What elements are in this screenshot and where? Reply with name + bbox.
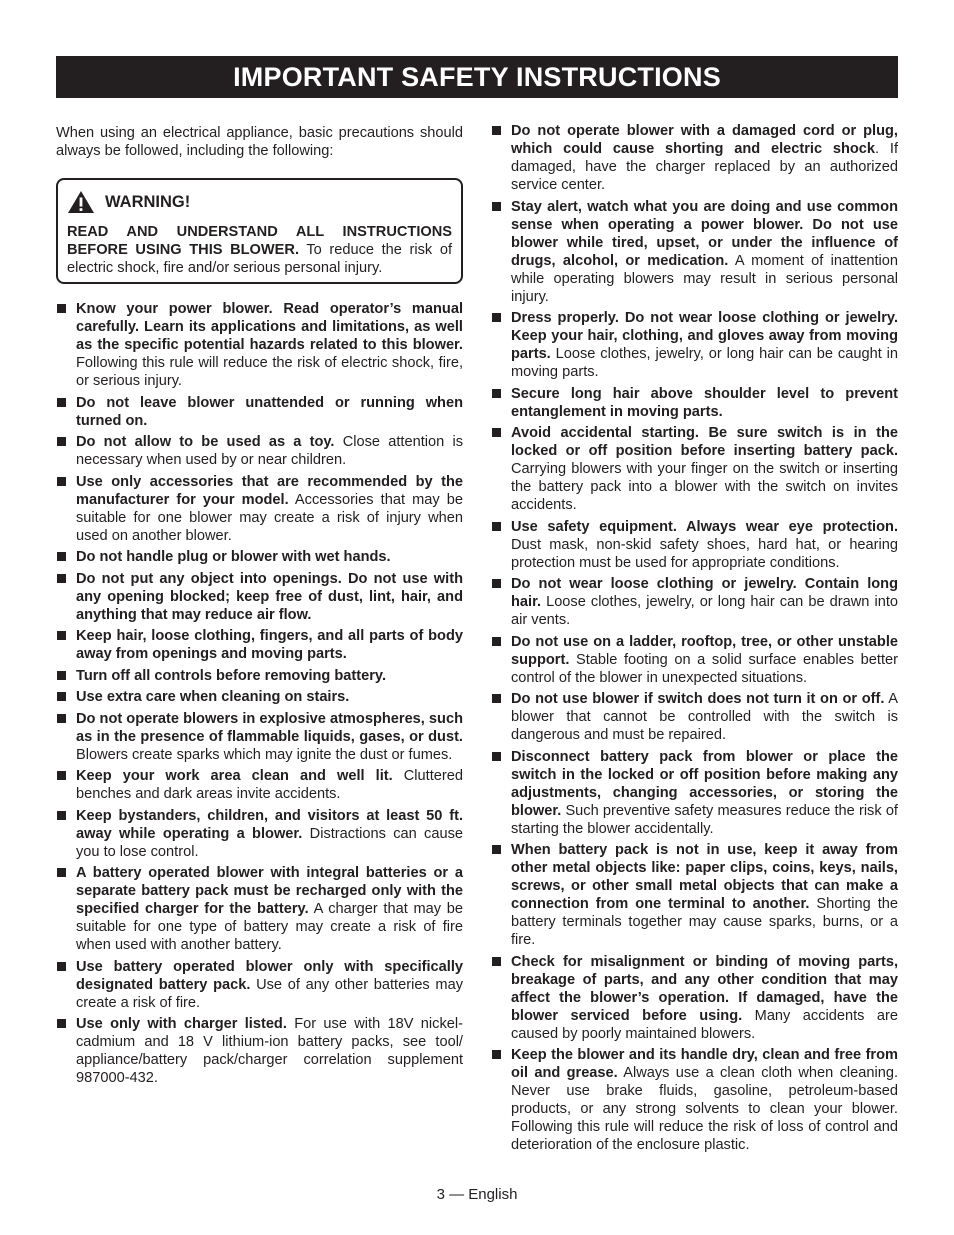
intro-paragraph: When using an electrical appliance, basic precautions should always be followed, including the following: <box>56 125 463 159</box>
safety-item-text: Many accidents are caused by poorly maintained blowers. <box>511 1007 898 1042</box>
safety-item-bold: Secure long hair above shoulder level to prevent entanglement in moving parts. <box>511 385 898 420</box>
safety-item-text: A blower that cannot be controlled with the switch is dangerous and must be repaired. <box>511 691 899 743</box>
square-bullet-icon <box>492 126 501 135</box>
square-bullet-icon <box>57 771 66 780</box>
safety-item-bold: Do not operate blower with a damaged cord or plug, which could cause shorting and electric shock <box>511 123 898 157</box>
safety-item <box>56 473 463 545</box>
safety-item-bold: Dress properly. Do not wear loose clothing or jewelry. Keep your hair, clothing, and gloves away from moving parts. <box>511 310 898 362</box>
safety-item-bold: Use only accessories that are recommended by the manufacturer for your model. <box>76 473 463 508</box>
warning-box <box>56 178 463 284</box>
safety-item-text: Loose clothes, jewelry, or long hair can be caught in moving parts. <box>511 346 898 380</box>
safety-item-text: Dust mask, non-skid safety shoes, hard hat, or hearing protection must be used for appropriate conditions. <box>511 536 898 571</box>
safety-item-bold: When battery pack is not in use, keep it away from other metal objects like: paper clips, coins, keys, nails, screws, or other small metal objects that can make a connection from one terminal to another. <box>511 842 898 912</box>
square-bullet-icon <box>492 752 501 761</box>
safety-item-bold: Keep the blower and its handle dry, clean and free from oil and grease. <box>511 1047 898 1081</box>
safety-item-bold: Use battery operated blower only with specifically designated battery pack. <box>76 958 463 993</box>
safety-item-text: Following this rule will reduce the risk of electric shock, fire, or serious injury. <box>76 355 463 389</box>
safety-item-text: Carrying blowers with your finger on the switch or inserting the battery pack into a blower with the switch on invites accidents. <box>511 461 898 513</box>
square-bullet-icon <box>492 957 501 966</box>
safety-item <box>491 575 898 629</box>
safety-item <box>56 1015 463 1087</box>
square-bullet-icon <box>492 1050 501 1059</box>
safety-item <box>56 394 463 430</box>
safety-item-bold: Turn off all controls before removing battery. <box>76 667 387 684</box>
safety-item-text: A charger that may be suitable for one type of battery may create a risk of fire when used with another battery. <box>76 901 463 953</box>
safety-item-bold: Keep bystanders, children, and visitors at least 50 ft. away while operating a blower. <box>76 807 463 842</box>
safety-item-text: Accessories that may be suitable for one blower may create a risk of injury when used on another blower. <box>76 491 463 544</box>
safety-item <box>491 385 898 421</box>
safety-item <box>56 958 463 1012</box>
safety-item <box>56 864 463 954</box>
safety-item-text: Use of any other batteries may create a risk of fire. <box>76 976 463 1011</box>
safety-item-text: Always use a clean cloth when cleaning. Never use brake fluids, gasoline, petroleum-based products, or any strong solvents to clean your blower. Following this rule will reduce the risk of loss of control and deterioration of the enclosure plastic. <box>511 1065 898 1153</box>
square-bullet-icon <box>492 522 501 531</box>
safety-item <box>56 688 463 706</box>
square-bullet-icon <box>492 845 501 854</box>
safety-item <box>491 198 898 306</box>
safety-item-text: Such preventive safety measures reduce the risk of starting the blower accidentally. <box>511 802 898 837</box>
safety-item <box>491 841 898 949</box>
square-bullet-icon <box>57 437 66 446</box>
safety-item-bold: Keep hair, loose clothing, fingers, and all parts of body away from openings and moving parts. <box>76 628 463 662</box>
square-bullet-icon <box>57 962 66 971</box>
safety-item-bold: Do not handle plug or blower with wet hands. <box>76 549 391 565</box>
safety-item-bold: A battery operated blower with integral batteries or a separate battery pack must be recharged only with the specified charger for the battery. <box>76 865 463 917</box>
safety-item-bold: Disconnect battery pack from blower or place the switch in the locked or off position before making any adjustments, changing accessories, or storing the blower. <box>511 748 898 819</box>
warning-header <box>67 190 452 214</box>
safety-item <box>56 807 463 861</box>
safety-item <box>56 300 463 390</box>
safety-item <box>491 633 898 687</box>
safety-item-bold: Check for misalignment or binding of moving parts, breakage of parts, and any other condition that may affect the blower’s operation. If damaged, have the blower serviced before using. <box>511 953 898 1024</box>
safety-item <box>491 309 898 381</box>
safety-item-bold: Do not put any object into openings. Do not use with any opening blocked; keep free of dust, lint, hair, and anything that may reduce air flow. <box>76 570 463 623</box>
safety-item-text: Close attention is necessary when used by or near children. <box>76 434 463 468</box>
safety-item-bold: Stay alert, watch what you are doing and use common sense when operating a power blower. Do not use blower while tired, upset, or under the influence of drugs, alcohol, or medication. <box>511 198 898 269</box>
safety-item <box>491 122 898 194</box>
safety-item-bold: Keep your work area clean and well lit. <box>76 768 393 784</box>
warning-text <box>67 223 452 277</box>
safety-item-text: . If damaged, have the charger replaced by an authorized service center. <box>511 141 899 193</box>
safety-item-text: For use with 18V nickel-cadmium and 18 V lithium-ion battery packs, see tool/ appliance/battery pack/charger correlation supplement 987000-432. <box>76 1016 463 1086</box>
safety-item <box>56 548 463 566</box>
safety-item <box>56 570 463 624</box>
safety-item-bold: Know your power blower. Read operator’s manual carefully. Learn its applications and limitations, as well as the specific potential hazards related to this blower. <box>76 301 463 353</box>
warning-triangle-icon <box>67 190 95 214</box>
safety-item <box>491 1046 898 1154</box>
page-footer: 3 — English <box>436 1186 518 1203</box>
safety-item-bold: Do not use blower if switch does not turn it on or off. <box>511 691 885 707</box>
safety-item-bold: Use only with charger listed. <box>76 1016 287 1032</box>
right-safety-list <box>491 122 898 1154</box>
safety-item <box>56 433 463 469</box>
square-bullet-icon <box>57 304 66 313</box>
safety-item <box>56 627 463 663</box>
safety-item <box>56 710 463 764</box>
safety-item-text: Blowers create sparks which may ignite the dust or fumes. <box>76 746 453 763</box>
safety-item <box>491 518 898 572</box>
left-safety-list <box>56 300 463 1087</box>
safety-item-bold: Avoid accidental starting. Be sure switch is in the locked or off position before inserting battery pack. <box>511 425 898 459</box>
left-column <box>56 124 463 1091</box>
safety-item <box>56 767 463 803</box>
warning-title: WARNING! <box>105 193 191 211</box>
right-column <box>491 122 898 1158</box>
warning-bold-text: READ AND UNDERSTAND ALL INSTRUCTIONS BEFORE USING THIS BLOWER. <box>67 224 452 258</box>
square-bullet-icon <box>492 637 501 646</box>
page-title: IMPORTANT SAFETY INSTRUCTIONS <box>56 56 898 98</box>
square-bullet-icon <box>492 202 501 211</box>
safety-item-bold: Do not leave blower unattended or running when turned on. <box>76 394 463 429</box>
safety-item-bold: Do not allow to be used as a toy. <box>76 434 335 450</box>
square-bullet-icon <box>57 574 66 583</box>
safety-item-bold: Do not wear loose clothing or jewelry. Contain long hair. <box>511 576 898 610</box>
safety-item <box>56 667 463 685</box>
square-bullet-icon <box>57 477 66 486</box>
square-bullet-icon <box>57 868 66 877</box>
safety-item-text: Distractions can cause you to lose control. <box>76 825 463 860</box>
safety-item <box>491 690 898 744</box>
safety-item <box>491 424 898 514</box>
square-bullet-icon <box>57 1019 66 1028</box>
safety-item <box>491 953 898 1043</box>
safety-item <box>491 748 898 838</box>
square-bullet-icon <box>57 714 66 723</box>
square-bullet-icon <box>57 811 66 820</box>
square-bullet-icon <box>57 671 66 680</box>
safety-item-bold: Do not operate blowers in explosive atmospheres, such as in the presence of flammable liquids, gases, or dust. <box>76 710 463 745</box>
square-bullet-icon <box>492 389 501 398</box>
square-bullet-icon <box>57 552 66 561</box>
safety-item-text: A moment of inattention while operating blowers may result in serious personal injury. <box>511 252 898 305</box>
square-bullet-icon <box>57 692 66 701</box>
square-bullet-icon <box>492 313 501 322</box>
square-bullet-icon <box>57 398 66 407</box>
safety-item-text: Loose clothes, jewelry, or long hair can be drawn into air vents. <box>511 594 898 628</box>
square-bullet-icon <box>492 694 501 703</box>
safety-item-text: Cluttered benches and dark areas invite accidents. <box>76 768 463 802</box>
safety-item-bold: Do not use on a ladder, rooftop, tree, or other unstable support. <box>511 633 898 668</box>
warning-body-text: To reduce the risk of electric shock, fire and/or serious personal injury. <box>67 242 452 276</box>
safety-item-text: Shorting the battery terminals together may cause sparks, burns, or a fire. <box>511 896 898 948</box>
square-bullet-icon <box>492 428 501 437</box>
safety-item-bold: Use extra care when cleaning on stairs. <box>76 689 350 705</box>
square-bullet-icon <box>492 579 501 588</box>
safety-item-bold: Use safety equipment. Always wear eye protection. <box>511 518 898 535</box>
square-bullet-icon <box>57 631 66 640</box>
safety-item-text: Stable footing on a solid surface enables better control of the blower in unexpected situations. <box>511 651 898 686</box>
